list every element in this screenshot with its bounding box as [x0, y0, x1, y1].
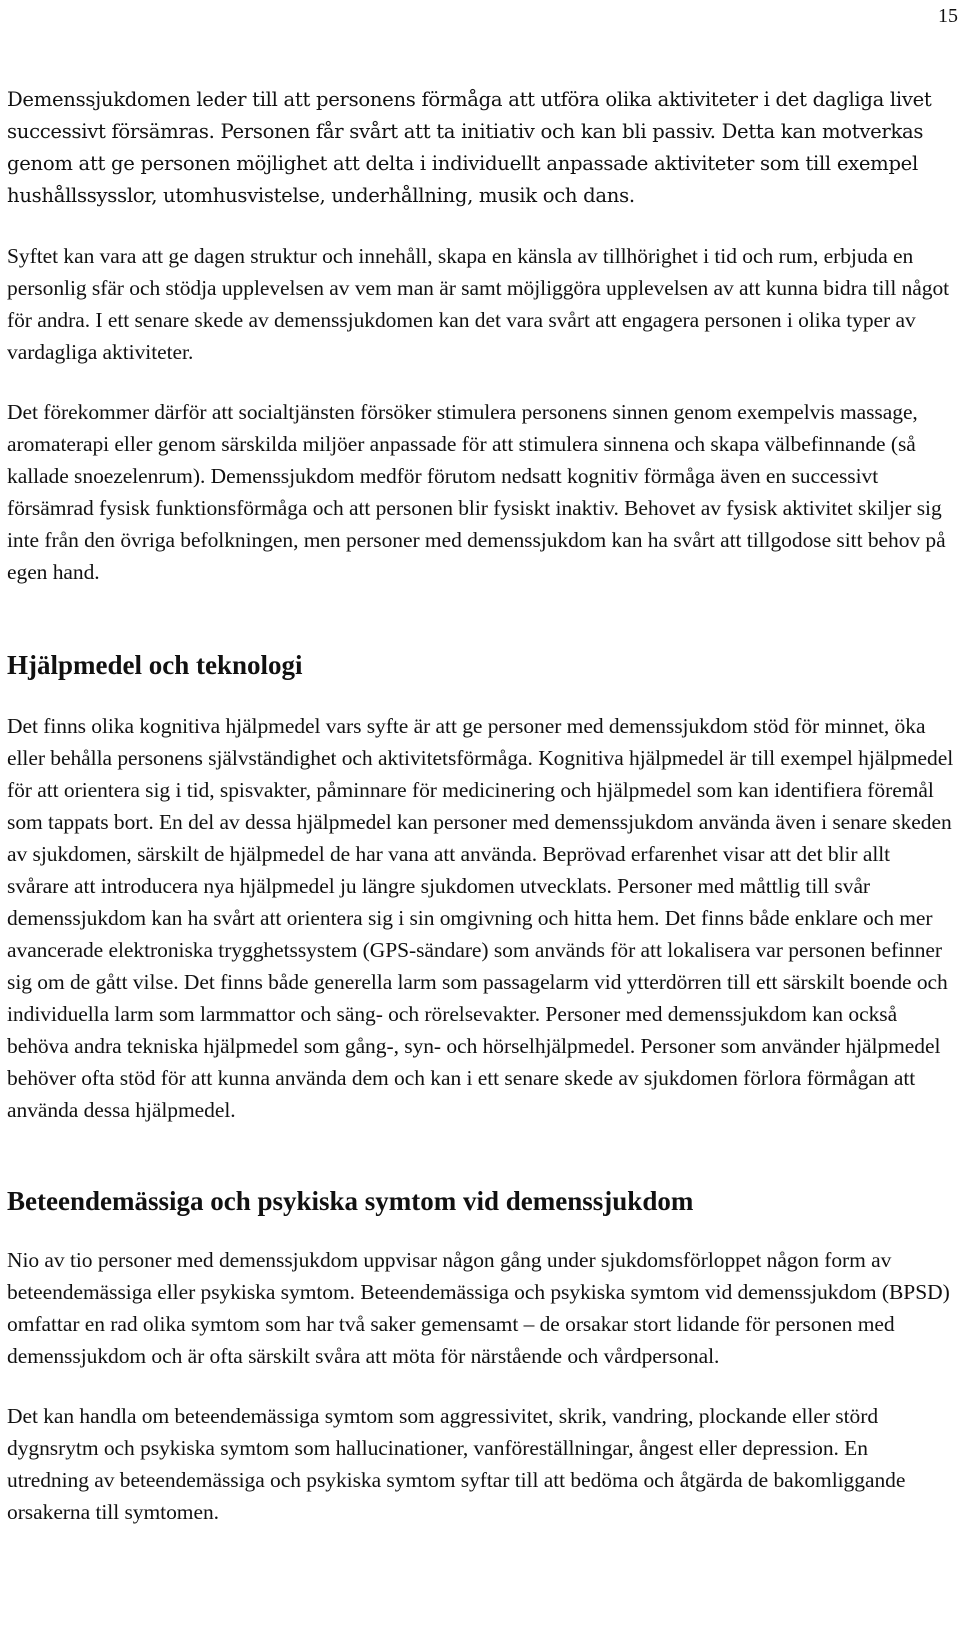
intro-paragraph-3: Det förekommer därför att socialtjänsten försöker stimulera personens sinnen genom exempelvis massage, aromaterapi eller genom särskilda miljöer anpassade för att stimulera sinnena och skapa välbefinnande (så kallade snoezelenrum). Demenssjukdom medför förutom nedsatt kognitiv förmåga även en successivt försämrad fysisk funktionsförmåga och att personen blir fysiskt inaktiv. Behovet av fysisk aktivitet skiljer sig inte från den övriga befolkningen, men personer med demenssjukdom kan ha svårt att tillgodose sitt behov på egen hand.: [7, 400, 946, 584]
section-bpsd-paragraph-1: Nio av tio personer med demenssjukdom uppvisar någon gång under sjukdomsförloppet någon form av beteendemässiga eller psykiska symtom. Beteendemässiga och psykiska symtom vid demenssjukdom (BPSD) omfattar en rad olika symtom som har två saker gemensamt – de orsakar stort lidande för personen med demenssjukdom och är ofta särskilt svåra att möta för närstående och vårdpersonal.: [7, 1248, 950, 1368]
section-bpsd-paragraph-2: Det kan handla om beteendemässiga symtom som aggressivitet, skrik, vandring, plockande eller störd dygnsrytm och psykiska symtom som hallucinationer, vanföreställningar, ångest eller depression. En utredning av beteendemässiga och psykiska symtom syftar till att bedöma och åtgärda de bakomliggande orsakerna till symtomen.: [7, 1404, 906, 1524]
page-number: 15: [938, 5, 958, 27]
intro-paragraph-2: Syftet kan vara att ge dagen struktur och innehåll, skapa en känsla av tillhörighet i tid och rum, erbjuda en personlig sfär och stödja upplevelsen av vem man är samt möjliggöra upplevelsen av att kunna bidra till något för andra. I ett senare skede av demenssjukdomen kan det vara svårt att engagera personen i olika typer av vardagliga aktiviteter.: [7, 244, 950, 364]
section-hjalpmedel-paragraph: Det finns olika kognitiva hjälpmedel vars syfte är att ge personer med demenssjukdom stöd för minnet, öka eller behålla personens självständighet och aktivitetsförmåga. Kognitiva hjälpmedel är till exempel hjälpmedel för att orientera sig i tid, spisvakter, påminnare för medicinering och hjälpmedel som kan identifiera föremål som tappats bort. En del av dessa hjälpmedel kan personer med demenssjukdom använda även i senare skeden av sjukdomen, särskilt de hjälpmedel de har vana att använda. Beprövad erfarenhet visar att det blir allt svårare att introducera nya hjälpmedel ju längre sjukdomen utvecklats. Personer med måttlig till svår demenssjukdom kan ha svårt att orientera sig i sin omgivning och hitta hem. Det finns både enklare och mer avancerade elektroniska trygghetssystem (GPS-sändare) som används för att lokalisera var personen befinner sig om de gått vilse. Det finns både generella larm som passagelarm vid ytterdörren till ett särskilt boende och individuella larm som larmmattor och säng- och rörelsevakter. Personer med demenssjukdom kan också behöva andra tekniska hjälpmedel som gång-, syn- och hörselhjälpmedel. Personer som använder hjälpmedel behöver ofta stöd för att kunna använda dem och kan i ett senare skede av sjukdomen förlora förmågan att använda dessa hjälpmedel.: [7, 714, 954, 1122]
document-body: [7, 84, 955, 1528]
intro-paragraph-1: Demenssjukdomen leder till att personens förmåga att utföra olika aktiviteter i det dagliga livet successivt försämras. Personen får svårt att ta initiativ och kan bli passiv. Detta kan motverkas genom att ge personen möjlighet att delta i individuellt anpassade aktiviteter som till exempel hushållssysslor, utomhusvistelse, underhållning, musik och dans.: [7, 88, 932, 207]
section-heading-bpsd: Beteendemässiga och psykiska symtom vid demenssjukdom: [7, 1186, 694, 1216]
section-heading-hjalpmedel: Hjälpmedel och teknologi: [7, 650, 303, 680]
